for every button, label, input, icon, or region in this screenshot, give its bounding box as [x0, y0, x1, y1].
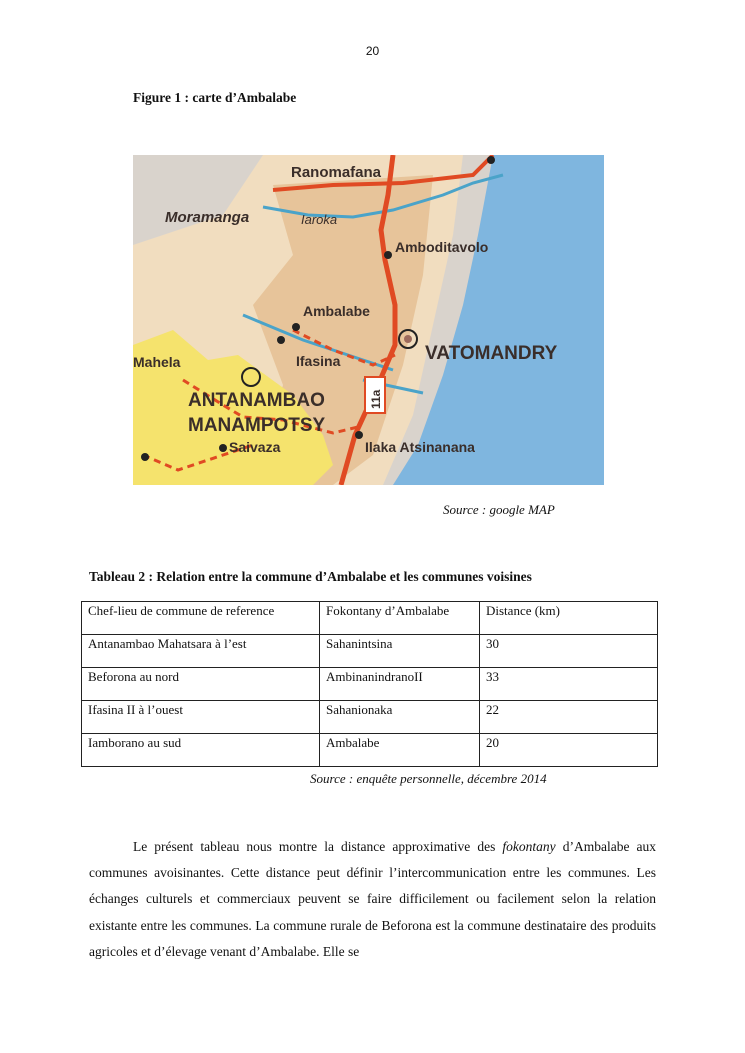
map-label-ilaka: Ilaka Atsinanana	[365, 439, 475, 455]
table-header-cell: Distance (km)	[480, 602, 658, 635]
map-label-iaroka: Iaroka	[301, 212, 338, 227]
table-cell: Sahanionaka	[320, 701, 480, 734]
table-header-cell: Fokontany d’Ambalabe	[320, 602, 480, 635]
table-cell: Sahanintsina	[320, 635, 480, 668]
table-cell: Antanambao Mahatsara à l’est	[82, 635, 320, 668]
table-cell: 33	[480, 668, 658, 701]
figure-caption: Figure 1 : carte d’Ambalabe	[133, 90, 297, 105]
map-label-amboditavolo: Amboditavolo	[395, 239, 489, 255]
map-label-ambalabe: Ambalabe	[303, 303, 370, 319]
table-row	[82, 701, 658, 734]
figure-source: Source : google MAP	[443, 502, 555, 517]
table-row	[82, 734, 658, 767]
map-label-ifasina: Ifasina	[296, 353, 341, 369]
table-cell: Iamborano au sud	[82, 734, 320, 767]
table-cell: 30	[480, 635, 658, 668]
map-label-ranomafana: Ranomafana	[291, 164, 382, 181]
table-cell: 20	[480, 734, 658, 767]
route-label: 11a	[369, 389, 383, 409]
map-label-manampotsy: MANAMPOTSY	[188, 415, 326, 436]
paragraph-text-start: Le présent tableau nous montre la distance approximative des	[133, 839, 503, 854]
paragraph-emphasis: fokontany	[502, 839, 556, 854]
table-cell: 22	[480, 701, 658, 734]
table-caption: Tableau 2 : Relation entre la commune d’Ambalabe et les communes voisines	[89, 569, 532, 584]
table-row	[82, 668, 658, 701]
page-number: 20	[365, 44, 380, 58]
map-label-mahela: Mahela	[133, 354, 181, 370]
table-cell: Ambalabe	[320, 734, 480, 767]
map-label-saivaza: Saivaza	[229, 439, 281, 455]
table-header-cell: Chef-lieu de commune de reference	[82, 602, 320, 635]
table-row	[82, 635, 658, 668]
map-label-antanambao: ANTANAMBAO	[188, 390, 325, 411]
relations-table	[81, 601, 658, 767]
map-label-moramanga: Moramanga	[165, 209, 250, 226]
paragraph-text-rest: d’Ambalabe aux communes avoisinantes. Cette distance peut définir l’intercommunication entre les communes. Les échanges culturels et commerciaux peuvent se faire difficilement ou facilement selon la relation existante entre les communes. La commune rurale de Beforona est la commune destinataire des produits agricoles et d’élevage venant d’Ambalabe. Elle se	[89, 839, 657, 959]
table-cell: Ifasina II à l’ouest	[82, 701, 320, 734]
table-header-row	[82, 602, 658, 635]
body-paragraph	[89, 834, 656, 965]
table-source: Source : enquête personnelle, décembre 2014	[310, 771, 547, 786]
map-label-vatomandry: VATOMANDRY	[425, 343, 558, 364]
table-cell: AmbinanindranoII	[320, 668, 480, 701]
table-cell: Beforona au nord	[82, 668, 320, 701]
ambalabe-map	[133, 155, 604, 485]
